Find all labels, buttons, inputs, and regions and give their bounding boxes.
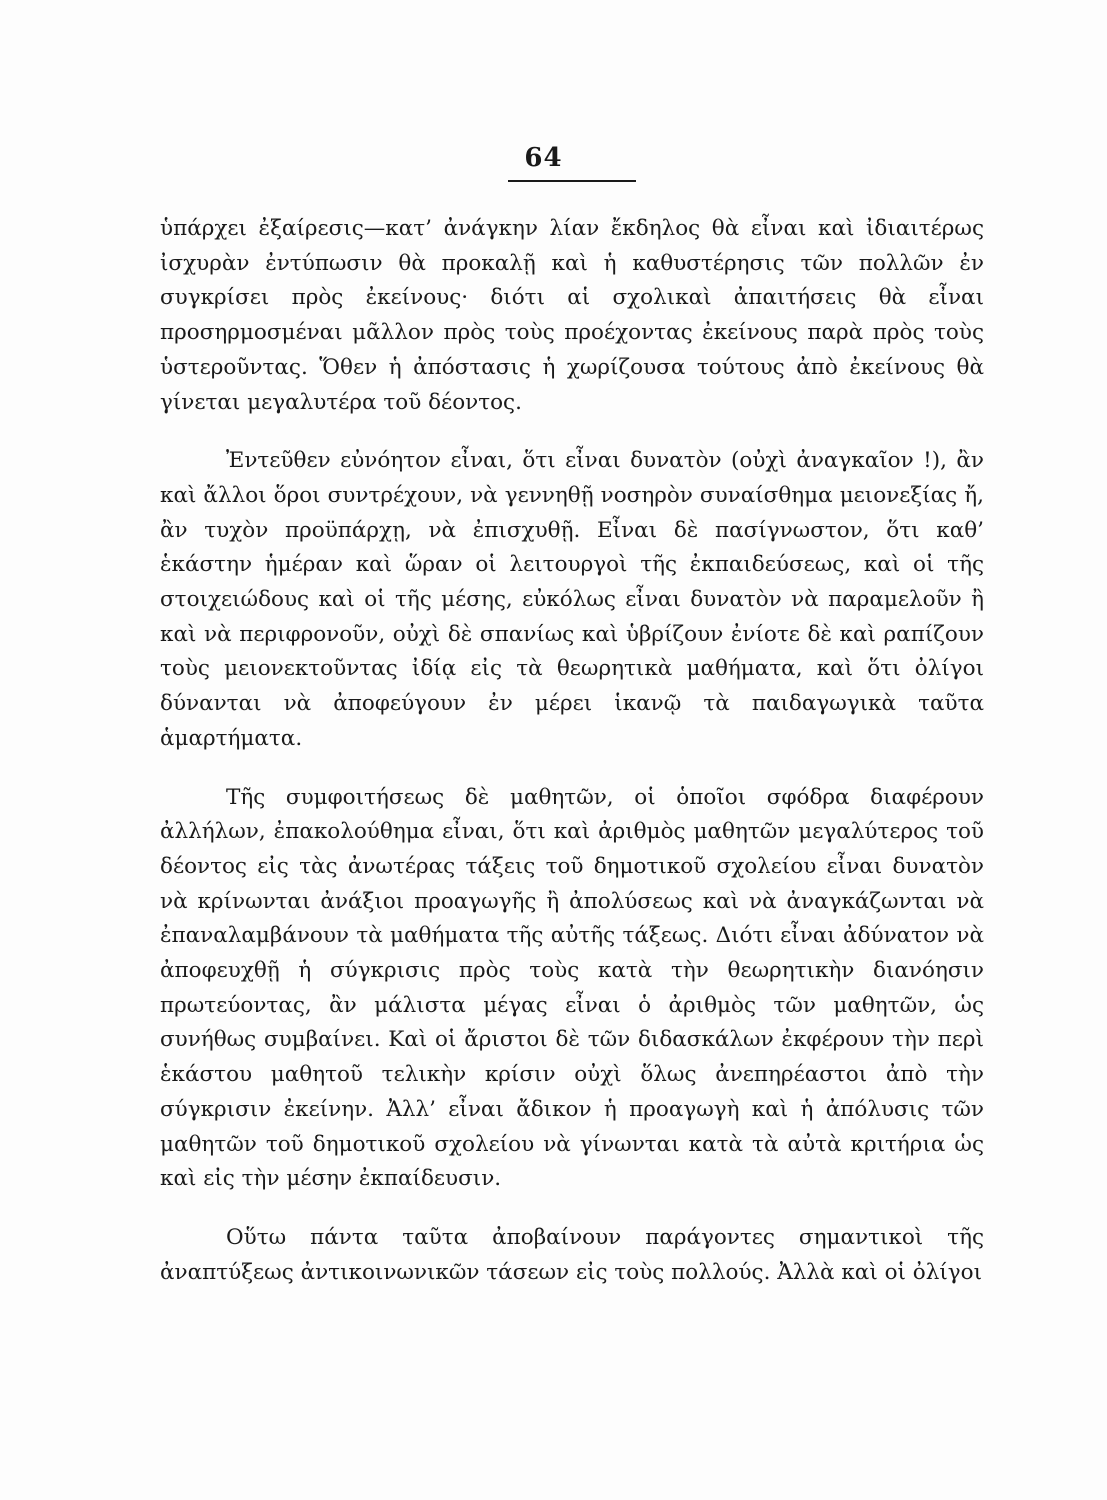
body-text [160, 212, 984, 1290]
paragraph-3: Τῆς συμφοιτήσεως δὲ μαθητῶν, οἱ ὁποῖοι σφόδρα διαφέρουν ἀλλήλων, ἐπακολούθημα εἶναι, ὅτι καὶ ἀριθμὸς μαθητῶν μεγαλύτερος τοῦ δέοντος εἰς τὰς ἀνωτέρας τάξεις τοῦ δημοτικοῦ σχολείου εἶναι δυνατὸν νὰ κρίνωνται ἀνάξιοι προαγωγῆς ἢ ἀπολύσεως καὶ νὰ ἀναγκάζωνται νὰ ἐπαναλαμβάνουν τὰ μαθήματα τῆς αὐτῆς τάξεως. Διότι εἶναι ἀδύνατον νὰ ἀποφευχθῇ ἡ σύγκρισις πρὸς τοὺς κατὰ τὴν θεωρητικὴν διανόησιν πρωτεύοντας, ἂν μάλιστα μέγας εἶναι ὁ ἀριθμὸς τῶν μαθητῶν, ὡς συνήθως συμβαίνει. Καὶ οἱ ἄριστοι δὲ τῶν διδασκάλων ἐκφέρουν τὴν περὶ ἑκάστου μαθητοῦ τελικὴν κρίσιν οὐχὶ ὅλως ἀνεπηρέαστοι ἀπὸ τὴν σύγκρισιν ἐκείνην. Ἀλλ’ εἶναι ἄδικον ἡ προαγωγὴ καὶ ἡ ἀπόλυσις τῶν μαθητῶν τοῦ δημοτικοῦ σχολείου νὰ γίνωνται κατὰ τὰ αὐτὰ κριτήρια ὡς καὶ εἰς τὴν μέσην ἐκπαίδευσιν. [160, 784, 984, 1192]
paragraph-1: ὑπάρχει ἐξαίρεσις—κατ’ ἀνάγκην λίαν ἔκδηλος θὰ εἶναι καὶ ἰδιαιτέρως ἰσχυρὰν ἐντύπωσιν θὰ προκαλῇ καὶ ἡ καθυστέρησις τῶν πολλῶν ἐν συγκρίσει πρὸς ἐκείνους· διότι αἱ σχολικαὶ ἀπαιτήσεις θὰ εἶναι προσηρμοσμέναι μᾶλλον πρὸς τοὺς προέχοντας ἐκείνους παρὰ πρὸς τοὺς ὑστεροῦντας. Ὅθεν ἡ ἀπόστασις ἡ χωρίζουσα τούτους ἀπὸ ἐκείνους θὰ γίνεται μεγαλυτέρα τοῦ δέοντος. [160, 216, 984, 415]
page-number: 64 [524, 143, 563, 173]
paragraph-2: Ἐντεῦθεν εὐνόητον εἶναι, ὅτι εἶναι δυνατὸν (οὐχὶ ἀναγκαῖον !), ἂν καὶ ἄλλοι ὅροι συντρέχουν, νὰ γεννηθῇ νοσηρὸν συναίσθημα μειονεξίας ἤ, ἂν τυχὸν προϋπάρχῃ, νὰ ἐπισχυθῇ. Εἶναι δὲ πασίγνωστον, ὅτι καθ’ ἑκάστην ἡμέραν καὶ ὥραν οἱ λειτουργοὶ τῆς ἐκπαιδεύσεως, καὶ οἱ τῆς στοιχειώδους καὶ οἱ τῆς μέσης, εὐκόλως εἶναι δυνατὸν νὰ παραμελοῦν ἢ καὶ νὰ περιφρονοῦν, οὐχὶ δὲ σπανίως καὶ ὑβρίζουν ἐνίοτε δὲ καὶ ραπίζουν τοὺς μειονεκτοῦντας ἰδίᾳ εἰς τὰ θεωρητικὰ μαθήματα, καὶ ὅτι ὀλίγοι δύνανται νὰ ἀποφεύγουν ἐν μέρει ἱκανῷ τὰ παιδαγωγικὰ ταῦτα ἁμαρτήματα. [160, 448, 984, 751]
paragraph-4: Οὕτω πάντα ταῦτα ἀποβαίνουν παράγοντες σημαντικοὶ τῆς ἀναπτύξεως ἀντικοινωνικῶν τάσεων εἰς τοὺς πολλούς. Ἀλλὰ καὶ οἱ ὀλίγοι [160, 1224, 984, 1285]
header-rule [508, 180, 636, 182]
